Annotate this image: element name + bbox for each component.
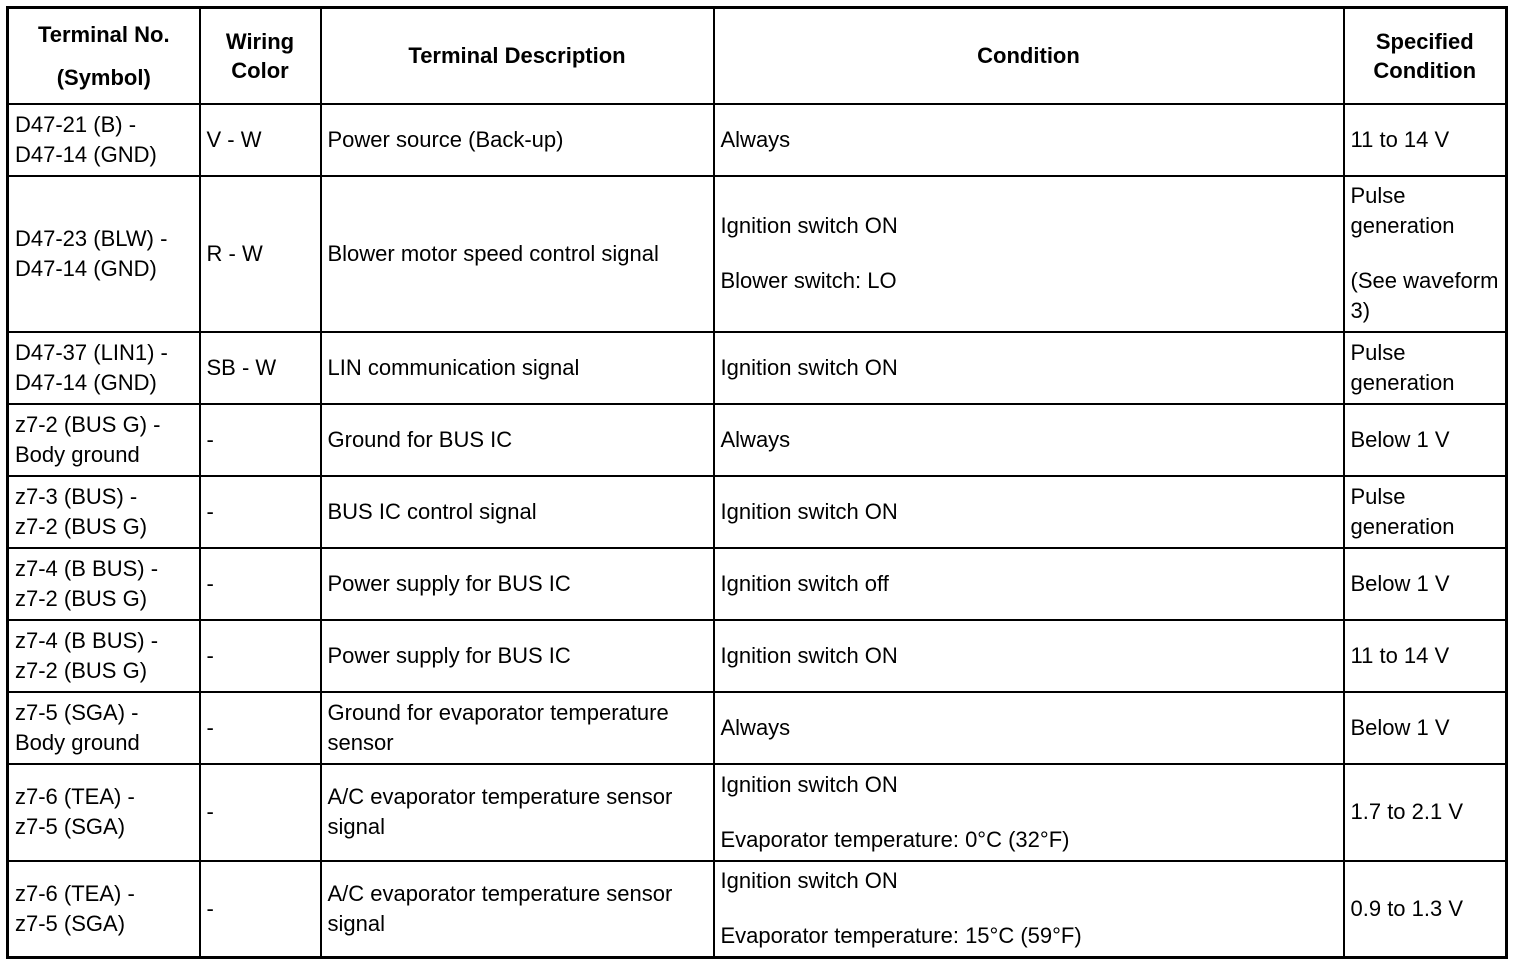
table-row [8,692,1507,764]
wiring-cell: - [200,404,321,476]
terminal-from: z7-2 (BUS G) - [15,411,161,437]
header-condition: Condition [714,8,1344,104]
table-row [8,176,1507,332]
wiring-cell: V - W [200,104,321,176]
header-specified-line1: Specified [1375,28,1474,54]
condition-cell: Always [714,692,1344,764]
description-cell: BUS IC control signal [321,476,714,548]
terminal-cell [8,332,200,404]
condition-cell [714,861,1344,958]
table-body [8,104,1507,958]
table-row [8,620,1507,692]
header-row [8,8,1507,104]
condition-line1: Ignition switch ON [720,868,898,894]
terminal-from: z7-6 (TEA) - [15,784,135,809]
condition-cell: Ignition switch off [714,548,1344,620]
description-cell: Power supply for BUS IC [321,548,714,620]
spec-cell: Below 1 V [1344,692,1507,764]
terminal-to: z7-5 (SGA) [15,910,126,936]
spec-cell: Below 1 V [1344,404,1507,476]
terminal-to: z7-2 (BUS G) [15,513,148,539]
table-row [8,764,1507,861]
header-terminal-line1: Terminal No. [37,21,170,47]
table-row [8,104,1507,176]
condition-cell: Ignition switch ON [714,332,1344,404]
terminal-cell [8,104,200,176]
terminal-to: z7-2 (BUS G) [15,585,148,611]
terminal-from: D47-37 (LIN1) - [15,339,168,365]
terminal-from: z7-4 (B BUS) - [15,627,159,653]
terminal-from: z7-6 (TEA) - [15,880,135,906]
description-cell: A/C evaporator temperature sensor signal [321,861,714,958]
spec-line1: Pulse generation [1350,183,1455,238]
wiring-cell: R - W [200,176,321,332]
header-wiring [200,8,321,104]
table-row [8,404,1507,476]
description-cell: Power supply for BUS IC [321,620,714,692]
header-specified-line2: Condition [1373,57,1477,83]
terminal-cell [8,620,200,692]
wiring-cell: - [200,476,321,548]
terminal-from: z7-4 (B BUS) - [15,555,159,581]
terminal-from: D47-23 (BLW) - [15,225,168,251]
terminal-spec-table-wrapper [6,6,1508,959]
spec-cell [1344,176,1507,332]
wiring-cell: - [200,692,321,764]
terminal-from: z7-3 (BUS) - [15,483,138,509]
header-wiring-line2: Color [231,57,289,83]
terminal-cell [8,548,200,620]
spec-cell: 1.7 to 2.1 V [1344,764,1507,861]
condition-cell [714,176,1344,332]
header-specified [1344,8,1507,104]
condition-cell: Always [714,404,1344,476]
terminal-to: Body ground [15,729,140,755]
condition-line1: Ignition switch ON [720,213,898,238]
spec-cell: Pulse generation [1344,332,1507,404]
spec-cell: Pulse generation [1344,476,1507,548]
condition-cell: Ignition switch ON [714,620,1344,692]
description-cell: Ground for BUS IC [321,404,714,476]
table-row [8,861,1507,958]
wiring-cell: SB - W [200,332,321,404]
spec-cell: 11 to 14 V [1344,620,1507,692]
terminal-cell [8,176,200,332]
description-cell: Power source (Back-up) [321,104,714,176]
terminal-to: D47-14 (GND) [15,141,157,167]
spec-cell: 11 to 14 V [1344,104,1507,176]
terminal-cell [8,692,200,764]
header-terminal [8,8,200,104]
terminal-cell [8,476,200,548]
header-description: Terminal Description [321,8,714,104]
table-row [8,548,1507,620]
header-wiring-line1: Wiring [225,28,295,54]
wiring-cell: - [200,764,321,861]
condition-cell: Always [714,104,1344,176]
description-cell: A/C evaporator temperature sensor signal [321,764,714,861]
terminal-to: z7-5 (SGA) [15,814,126,839]
description-cell: Ground for evaporator temperature sensor [321,692,714,764]
condition-cell: Ignition switch ON [714,476,1344,548]
terminal-from: D47-21 (B) - [15,111,137,137]
terminal-from: z7-5 (SGA) - [15,699,139,725]
table-row [8,476,1507,548]
wiring-cell: - [200,861,321,958]
terminal-cell [8,764,200,861]
header-terminal-line2: (Symbol) [56,64,151,90]
wiring-cell: - [200,548,321,620]
condition-line2: Evaporator temperature: 15°C (59°F) [720,923,1082,949]
spec-line2: (See waveform 3) [1350,268,1499,323]
terminal-spec-table [6,6,1508,959]
condition-line1: Ignition switch ON [720,771,898,797]
description-cell: LIN communication signal [321,332,714,404]
terminal-cell [8,404,200,476]
condition-line2: Blower switch: LO [720,268,897,293]
terminal-cell [8,861,200,958]
terminal-to: D47-14 (GND) [15,255,157,281]
terminal-to: D47-14 (GND) [15,369,157,395]
terminal-to: z7-2 (BUS G) [15,657,148,683]
table-row [8,332,1507,404]
condition-cell [714,764,1344,861]
condition-line2: Evaporator temperature: 0°C (32°F) [720,826,1070,852]
spec-cell: 0.9 to 1.3 V [1344,861,1507,958]
terminal-to: Body ground [15,441,140,467]
description-cell: Blower motor speed control signal [321,176,714,332]
wiring-cell: - [200,620,321,692]
spec-cell: Below 1 V [1344,548,1507,620]
